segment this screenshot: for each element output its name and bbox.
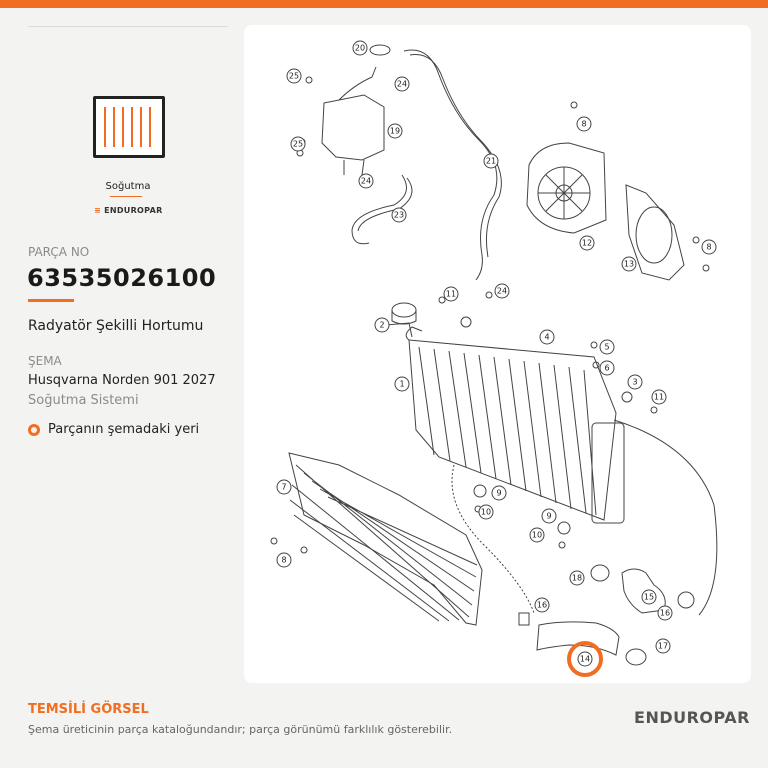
callout-label: 9 bbox=[496, 488, 502, 498]
top-accent-bar bbox=[0, 0, 768, 8]
sidebar-separator bbox=[28, 26, 228, 27]
brand-logo: ENDUROPAR bbox=[634, 708, 750, 727]
callout-label: 6 bbox=[604, 363, 610, 373]
callout-label: 7 bbox=[281, 482, 287, 492]
callout-label: 24 bbox=[496, 286, 508, 296]
callout-label: 23 bbox=[393, 210, 405, 220]
diagram-card bbox=[244, 25, 751, 683]
callout-label: 11 bbox=[653, 392, 665, 402]
part-number: 63535026100 bbox=[27, 264, 217, 292]
callout-label-highlighted: 14 bbox=[579, 654, 591, 664]
callout-label: 16 bbox=[536, 600, 548, 610]
representative-image-note: Şema üreticinin parça kataloğundandır; parça görünümü farklılık gösterebilir. bbox=[28, 723, 453, 736]
callout-label: 16 bbox=[659, 608, 671, 618]
category-underline bbox=[110, 196, 142, 197]
radiator-thumbnail-icon bbox=[93, 96, 165, 158]
expansion-tank-shape bbox=[322, 95, 384, 160]
callout-label: 10 bbox=[531, 530, 543, 540]
callout-label: 20 bbox=[354, 43, 366, 53]
part-name: Radyatör Şekilli Hortumu bbox=[28, 318, 204, 334]
category-label: Soğutma bbox=[105, 181, 151, 192]
part-number-underline bbox=[28, 299, 74, 302]
callout-label: 15 bbox=[643, 592, 655, 602]
callout-label: 18 bbox=[571, 573, 583, 583]
callout-label: 24 bbox=[396, 79, 408, 89]
exploded-diagram bbox=[244, 25, 751, 683]
callout-label: 8 bbox=[281, 555, 287, 565]
callout-label: 25 bbox=[288, 71, 300, 81]
part-no-label: PARÇA NO bbox=[28, 245, 90, 259]
callout-label: 1 bbox=[399, 379, 405, 389]
callout-label: 3 bbox=[632, 377, 638, 387]
callout-label: 21 bbox=[485, 156, 497, 166]
vehicle-name: Husqvarna Norden 901 2027 bbox=[28, 373, 216, 388]
callout-label: 17 bbox=[657, 641, 669, 651]
brand-logo-mark-icon: ≡ bbox=[94, 206, 105, 215]
legend-marker-icon bbox=[28, 424, 40, 436]
callout-label: 8 bbox=[581, 119, 587, 129]
callout-label: 24 bbox=[360, 176, 372, 186]
callout-label: 2 bbox=[379, 320, 385, 330]
callout-label: 5 bbox=[604, 342, 610, 352]
legend-text: Parçanın şemadaki yeri bbox=[48, 422, 200, 437]
callout-label: 11 bbox=[445, 289, 457, 299]
system-name: Soğutma Sistemi bbox=[28, 393, 139, 408]
callout-label: 9 bbox=[546, 511, 552, 521]
callout-label: 10 bbox=[480, 507, 492, 517]
callout-label: 13 bbox=[623, 259, 635, 269]
representative-image-title: TEMSİLİ GÖRSEL bbox=[28, 702, 149, 717]
callout-label: 19 bbox=[389, 126, 401, 136]
legend bbox=[28, 422, 199, 437]
callout-label: 12 bbox=[581, 238, 593, 248]
callout-label: 8 bbox=[706, 242, 712, 252]
brand-logo-small: ≡ ENDUROPAR bbox=[94, 206, 163, 215]
callout-label: 4 bbox=[544, 332, 550, 342]
callout-label: 25 bbox=[292, 139, 304, 149]
schema-label: ŞEMA bbox=[28, 354, 62, 368]
